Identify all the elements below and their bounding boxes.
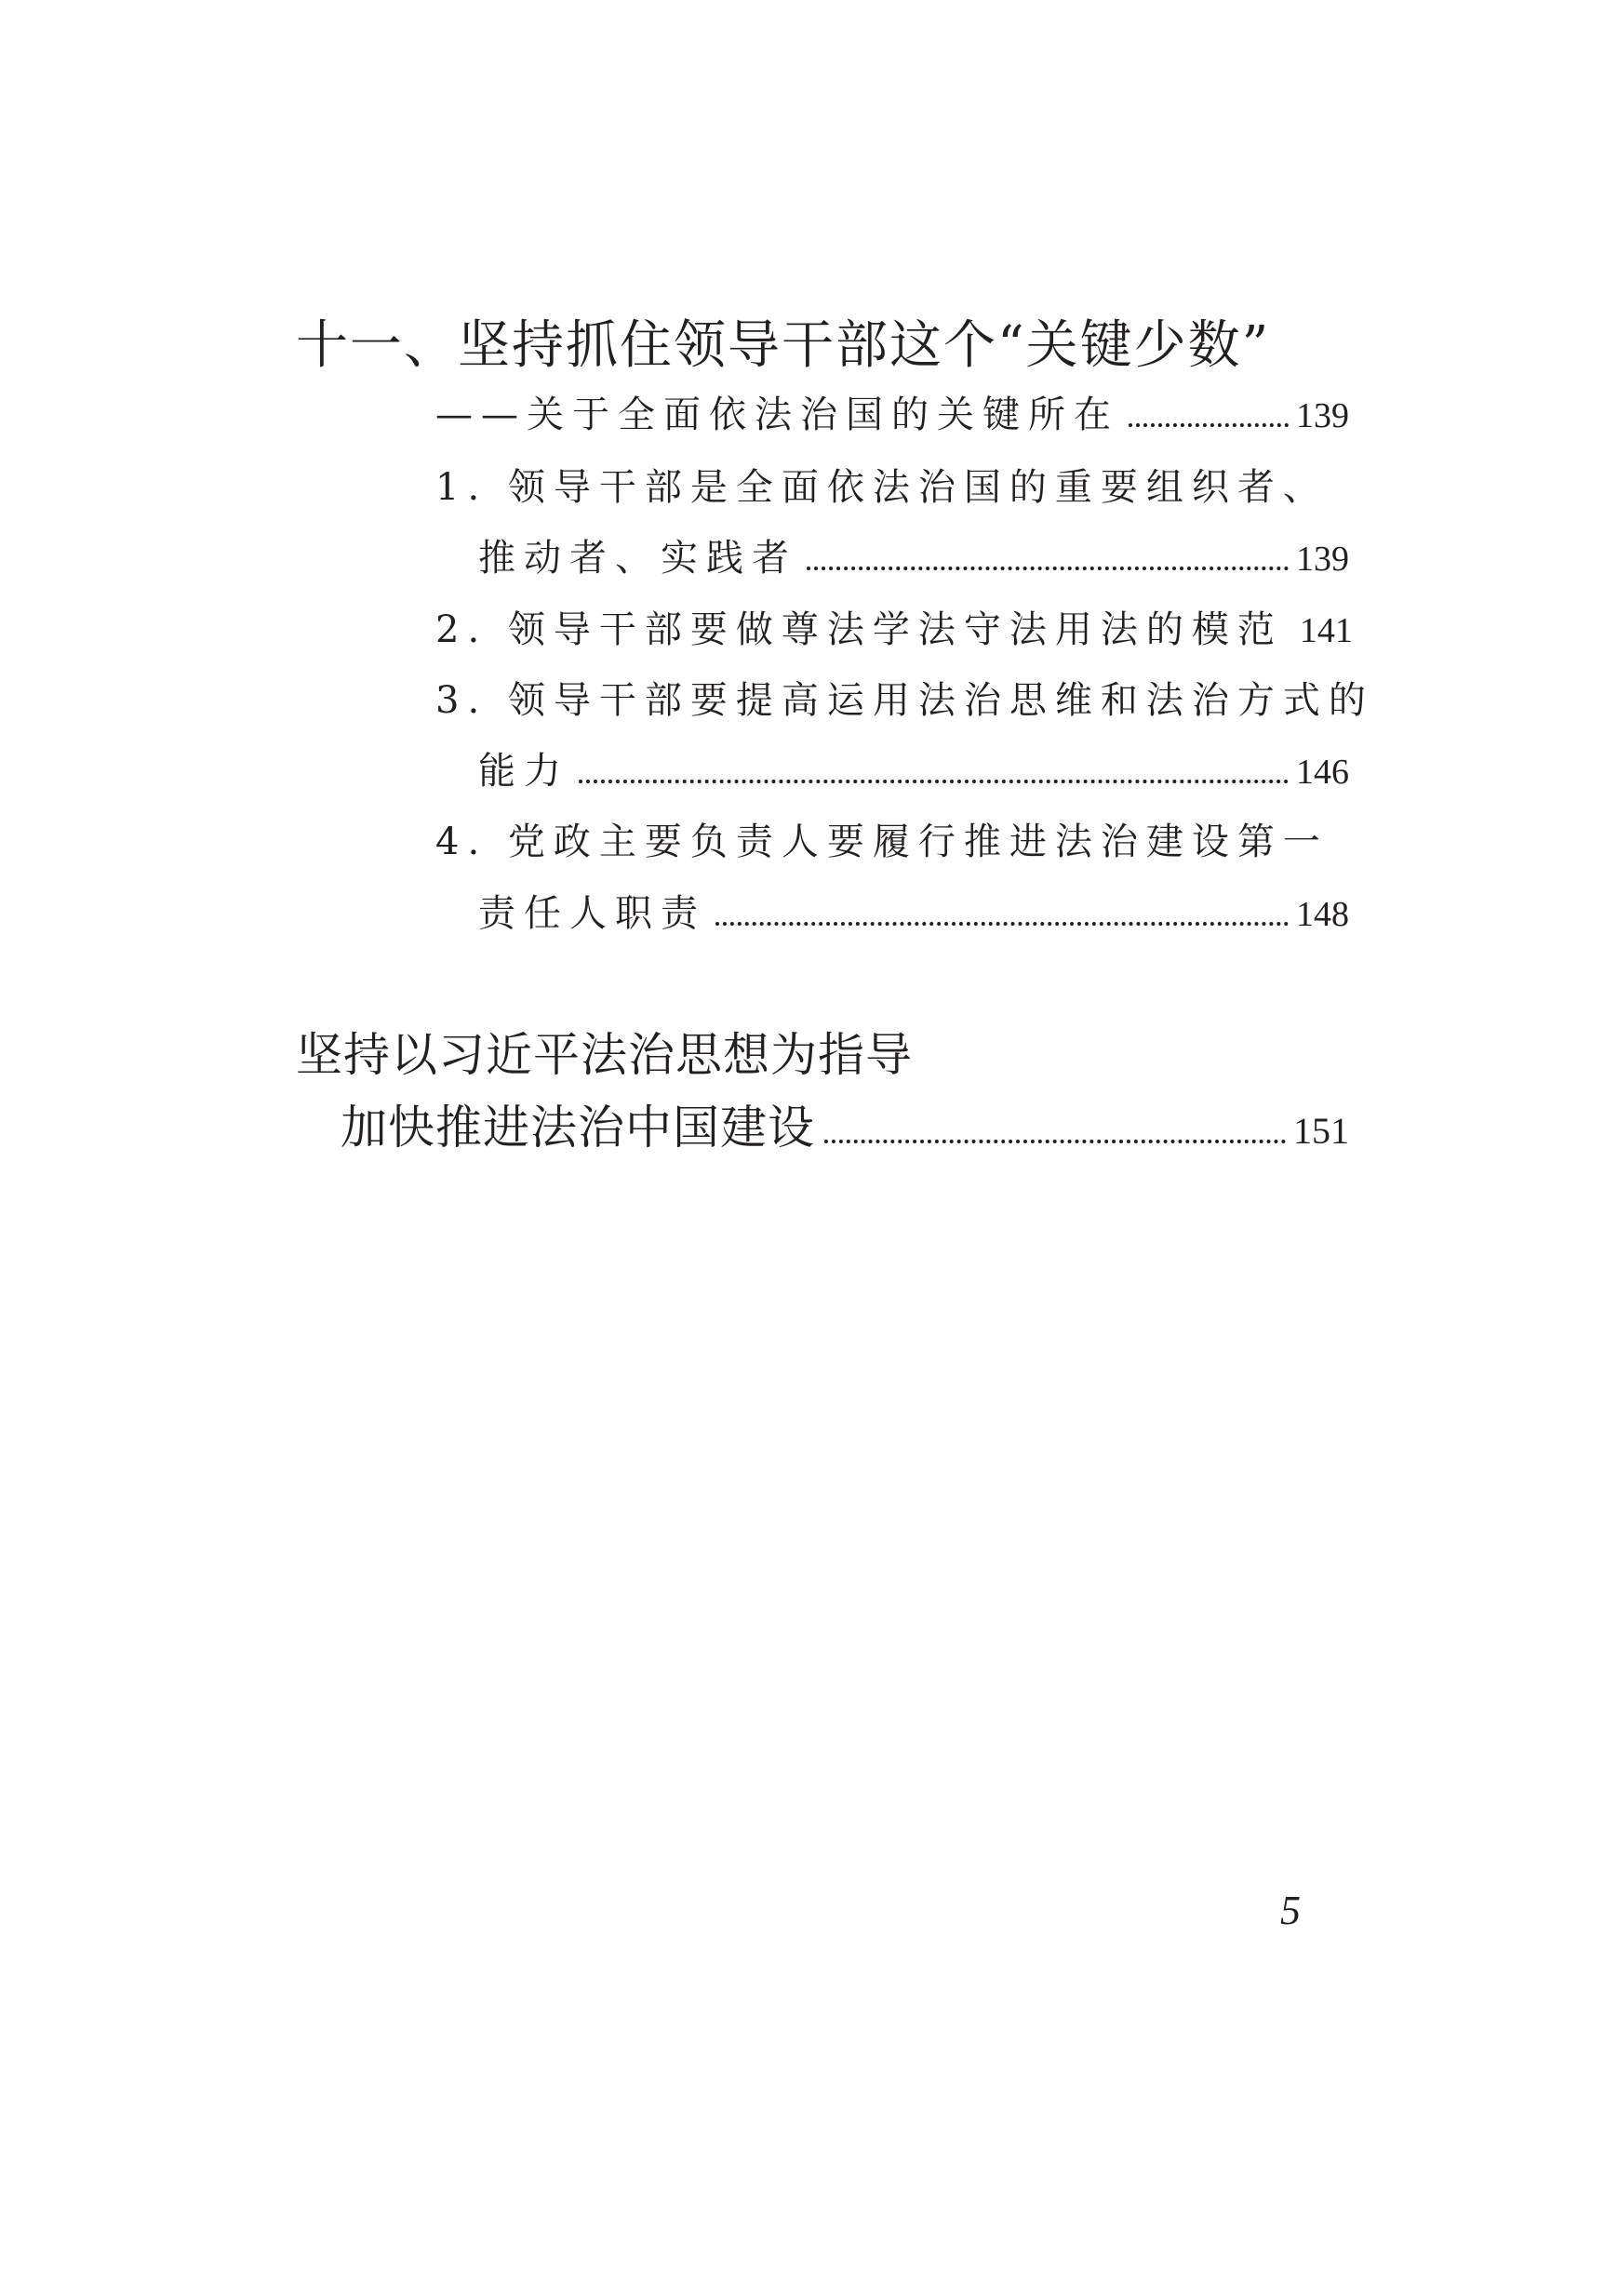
toc-item-2[interactable] xyxy=(435,600,1353,653)
toc-item-3-line-1[interactable] xyxy=(435,671,1374,724)
dot-leader xyxy=(1129,423,1289,427)
closing-entry-line-2[interactable] xyxy=(341,1090,1349,1157)
closing-entry-line-1[interactable] xyxy=(296,1018,913,1085)
dot-leader xyxy=(579,780,1289,783)
toc-item-3-title-part-1: 3. 领导干部要提高运用法治思维和法治方式的 xyxy=(435,679,1374,722)
toc-page-number: 151 xyxy=(1293,1110,1349,1152)
closing-title-part-1: 坚持以习近平法治思想为指导 xyxy=(296,1028,913,1082)
chapter-11-title xyxy=(296,304,1270,379)
dot-leader xyxy=(807,567,1289,570)
toc-item-1-title-part-2: 推动者、实践者 xyxy=(478,537,797,580)
chapter-11-subtitle-entry[interactable] xyxy=(435,385,1349,438)
toc-item-1-line-2[interactable] xyxy=(478,528,1349,581)
toc-item-4-title-part-2: 责任人职责 xyxy=(478,892,706,935)
footer-page-number: 5 xyxy=(1280,1888,1301,1933)
dot-leader xyxy=(715,922,1289,926)
toc-item-4-title-part-1: 4. 党政主要负责人要履行推进法治建设第一 xyxy=(435,821,1329,863)
toc-page-number: 148 xyxy=(1296,895,1349,934)
toc-page-number: 139 xyxy=(1296,396,1349,435)
toc-item-4-line-2[interactable] xyxy=(478,884,1349,937)
toc-page-number: 139 xyxy=(1296,540,1349,579)
toc-item-1-title-part-1: 1. 领导干部是全面依法治国的重要组织者、 xyxy=(435,466,1329,509)
dot-leader xyxy=(824,1140,1286,1143)
toc-page-number: 141 xyxy=(1299,611,1353,650)
closing-title-part-2: 加快推进法治中国建设 xyxy=(341,1101,815,1155)
toc-item-1-line-1[interactable] xyxy=(435,458,1329,511)
toc-item-3-title-part-2: 能力 xyxy=(478,750,569,793)
toc-item-3-line-2[interactable] xyxy=(478,741,1349,794)
toc-item-2-title: 2. 领导干部要做尊法学法守法用法的模范 xyxy=(435,608,1283,651)
chapter-11-subtitle-text: ——关于全面依法治国的关键所在 xyxy=(435,394,1119,436)
chapter-11-title-text: 十一、坚持抓住领导干部这个“关键少数” xyxy=(296,315,1271,376)
toc-page-number: 146 xyxy=(1296,753,1349,792)
toc-item-4-line-1[interactable] xyxy=(435,812,1329,865)
